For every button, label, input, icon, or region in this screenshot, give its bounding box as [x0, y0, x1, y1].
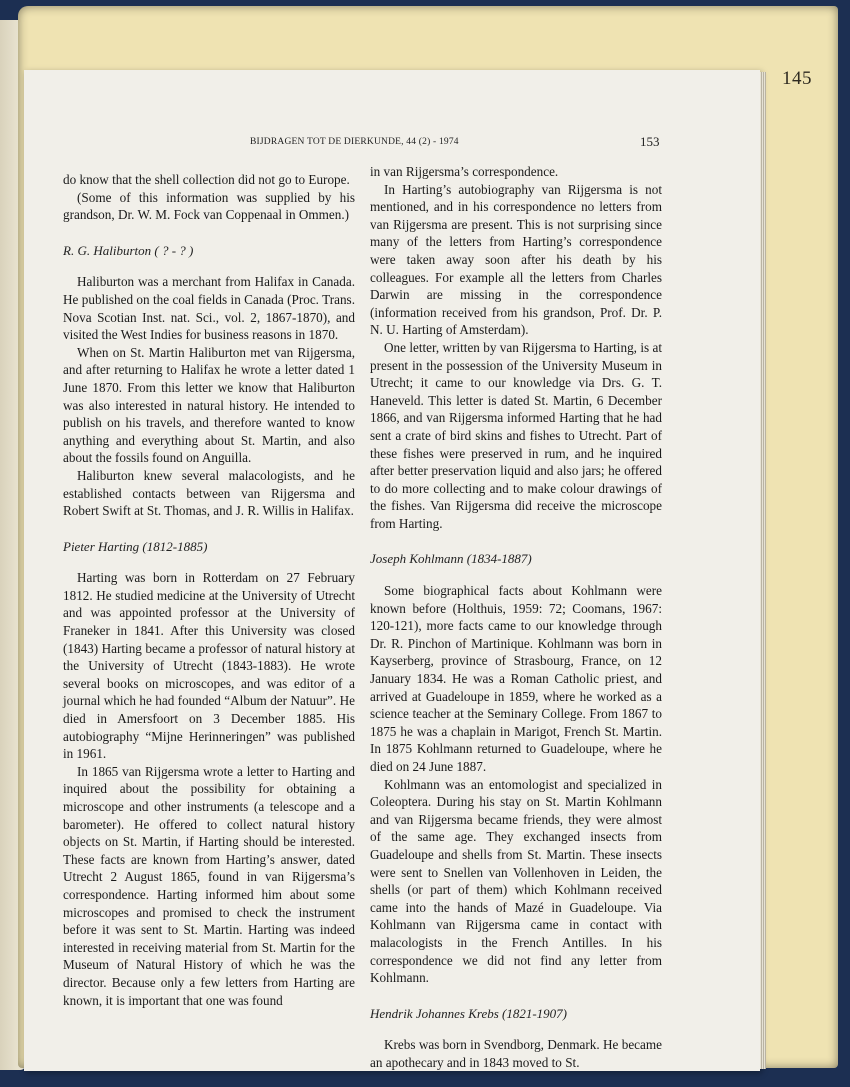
paragraph: In 1865 van Rijgersma wrote a letter to Harting and inquired about the possibility for obtaining a microscope and other instruments (a telescope and a barometer). He offered to collect natural history objects on St. Martin, if Harting should be interested. These facts are known from Harting’s answer, dated Utrecht 2 August 1865, found in van Rijgersma’s correspondence. Harting informed him about some microscopes and promised to check the instrument before it was sent to St. Martin. Harting was indeed interested in receiving material from St. Martin for the Museum of Natural History of which he was the director. Because only a few letters from Harting are known, it is important that one was found [63, 763, 355, 1008]
paragraph: In Harting’s autobiography van Rijgersma is not mentioned, and in his correspondence no letters from van Rijgersma are present. This is not surprising since many of the letters from Harting’s correspondence were taken away soon after his death by his colleagues. For example all the letters from Charles Darwin are missing in the correspondence (information received from his grandson, Prof. Dr. P. N. U. Harting of Amsterdam). [370, 181, 662, 338]
paragraph: Haliburton knew several malacologists, and he established contacts between van Rijgersma and Robert Swift at St. Thomas, and J. R. Willis in Halifax. [63, 467, 355, 519]
right-column [370, 163, 662, 1072]
section-heading: Joseph Kohlmann (1834-1887) [370, 551, 532, 567]
paragraph: Krebs was born in Svendborg, Denmark. He became an apothecary and in 1843 moved to St. [370, 1037, 662, 1070]
paragraph: Harting was born in Rotterdam on 27 February 1812. He studied medicine at the University of Utrecht and was appointed professor at the University of Franeker in 1841. After this University was closed (1843) Harting became a professor of natural history at the University of Utrecht (1843-1883). He wrote several books on microscopes, and was editor of a journal which he had founded “Album der Natuur”. He died in Amersfoort on 3 December 1885. His autobiography “Mijne Herinneringen” was published in 1961. [63, 570, 355, 762]
paragraph: in van Rijgersma’s correspondence. [370, 164, 559, 179]
section-heading: Pieter Harting (1812-1885) [63, 538, 208, 554]
paragraph: One letter, written by van Rijgersma to Harting, is at present in the possession of the University Museum in Utrecht; it came to our knowledge via Drs. G. T. Haneveld. This letter is dated St. Martin, 6 December 1866, and van Rijgersma informed Harting that he had sent a crate of bird skins and fishes to Utrecht. Part of these fishes were preserved in rum, and he inquired after better preservation liquid and also jars; he offered to do more collecting and to make colour drawings of the fishes. Van Rijgersma did receive the microscope from Harting. [370, 339, 662, 531]
paragraph: When on St. Martin Haliburton met van Rijgersma, and after returning to Halifax he wrote a letter dated 1 June 1870. From this letter we know that Haliburton was also interested in natural history. He intended to publish on his travels, and therefore wanted to know anything and everything about St. Martin, and also about the fossils found on Anguilla. [63, 344, 355, 466]
paragraph: do know that the shell collection did not go to Europe. [63, 172, 350, 187]
paragraph: Kohlmann was an entomologist and specialized in Coleoptera. During his stay on St. Martin Kohlmann and van Rijgersma became friends, they were almost of the same age. They exchanged insects from Guadeloupe and shells from St. Martin. These insects were sent to Snellen van Vollenhoven in Leiden, the shells (or part of them) which Kohlmann received came into the hands of Mazé in Guadeloupe. Via Kohlmann van Rijgersma came in contact with malacologists in the French Antilles. In his correspondence we did not find any letter from Kohlmann. [370, 776, 662, 986]
page-stack-edge [760, 72, 766, 1069]
running-head: BIJDRAGEN TOT DE DIERKUNDE, 44 (2) - 1974 [250, 137, 459, 147]
section-heading: Hendrik Johannes Krebs (1821-1907) [370, 1005, 568, 1021]
paragraph: Haliburton was a merchant from Halifax in Canada. He published on the coal fields in Canada (Proc. Trans. Nova Scotian Inst. nat. Sci., vol. 2, 1867-1870), and visited the West Indies for business reasons in 1870. [63, 274, 355, 343]
section-heading: R. G. Haliburton ( ? - ? ) [63, 242, 194, 258]
back-page-number: 145 [782, 68, 812, 89]
page-number: 153 [640, 134, 660, 149]
left-column [63, 171, 355, 1009]
paragraph: Some biographical facts about Kohlmann were known before (Holthuis, 1959: 72; Coomans, 1967: 120-121), more facts came to our knowledge through Dr. R. Pinchon of Martinique. Kohlmann was born in Kayserberg, province of Strasbourg, France, on 12 January 1834. He was a Roman Catholic priest, and arrived at Guadeloupe in 1859, where he worked as a science teacher at the Seminary College. From 1867 to 1875 he was a chaplain in Marigot, French St. Martin. In 1875 Kohlmann returned to Guadeloupe, where he died on 24 June 1887. [370, 583, 662, 774]
paragraph: (Some of this information was supplied by his grandson, Dr. W. M. Fock van Coppenaal in Ommen.) [63, 189, 355, 223]
